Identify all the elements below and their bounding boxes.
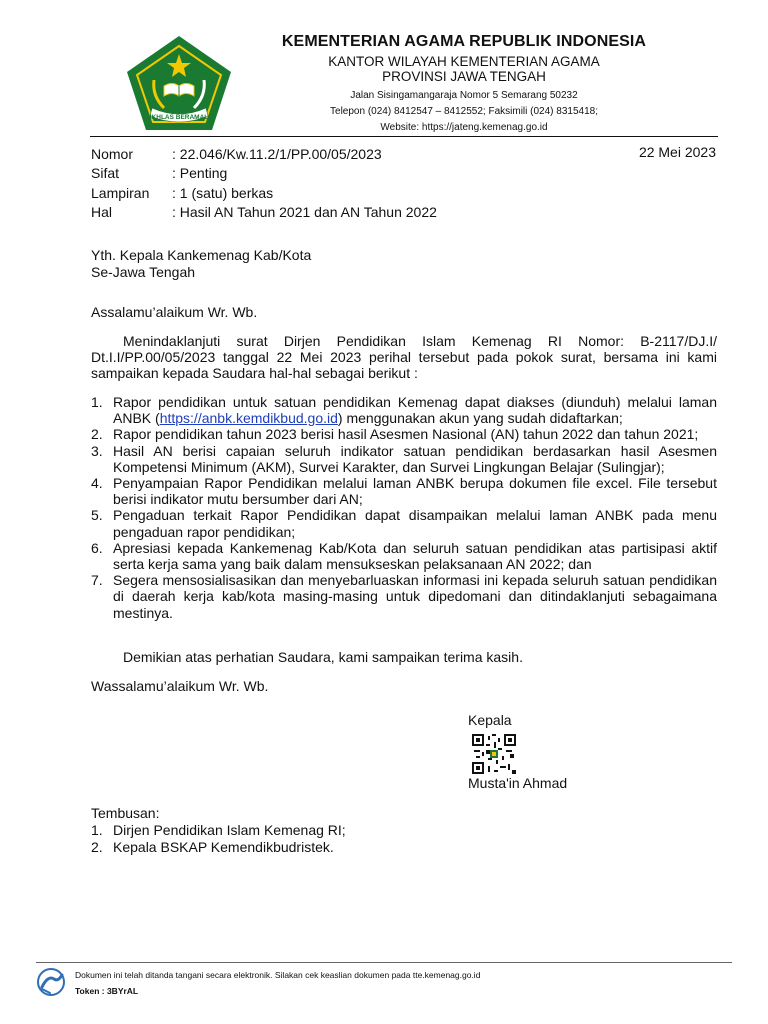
meta-value: : Penting — [172, 165, 228, 182]
list-item — [91, 507, 717, 539]
meta-value: : 22.046/Kw.11.2/1/PP.00/05/2023 — [172, 146, 382, 162]
item-number: 3. — [91, 442, 103, 459]
item-text: Segera mensosialisasikan dan menyebarluaskan informasi ini kepada seluruh satuan pendidikan di daerah kerja kab/kota masing-masing untuk dipedomani dan ditindaklanjuti sebagaimana mestinya. — [113, 572, 717, 621]
intro-first-line: Menindaklanjuti surat Dirjen Pendidikan Islam Kemenag RI Nomor: B-2117/DJ.I/ — [123, 333, 717, 349]
tembusan-number: 2. — [91, 839, 103, 855]
province-name: PROVINSI JAWA TENGAH — [382, 69, 546, 84]
list-item — [91, 426, 717, 442]
meta-row-lampiran — [91, 184, 437, 203]
meta-row-sifat — [91, 164, 437, 183]
list-item — [91, 443, 717, 475]
greeting: Assalamu’alaikum Wr. Wb. — [91, 304, 258, 320]
contact-block — [258, 88, 670, 136]
list-item — [91, 475, 717, 507]
list-item — [91, 394, 717, 426]
item-number: 5. — [91, 507, 103, 524]
item-text: Rapor pendidikan tahun 2023 berisi hasil Asesmen Nasional (AN) tahun 2022 dan tahun 2021; — [113, 426, 699, 443]
item-number: 7. — [91, 572, 103, 589]
anbk-link[interactable]: https://anbk.kemdikbud.go.id — [159, 410, 338, 427]
recipient — [91, 247, 311, 281]
e-signature-icon — [36, 967, 66, 997]
item-text-post: ) menggunakan akun yang sudah didaftarkan; — [337, 410, 623, 427]
tembusan-item — [91, 822, 346, 839]
list-item — [91, 572, 717, 621]
ministry-logo — [124, 34, 234, 132]
recipient-line: Yth. Kepala Kankemenag Kab/Kota — [91, 247, 312, 263]
signatory-name: Musta'in Ahmad — [468, 775, 568, 791]
meta-row-nomor — [91, 145, 437, 164]
tembusan-item — [91, 839, 346, 856]
closing-text: Demikian atas perhatian Saudara, kami sampaikan terima kasih. — [123, 649, 523, 665]
office-website: Website: https://jateng.kemenag.go.id — [380, 122, 548, 133]
item-text — [113, 394, 717, 426]
qr-code[interactable] — [472, 734, 516, 774]
office-name: KANTOR WILAYAH KEMENTERIAN AGAMA — [328, 54, 600, 69]
intro-rest: Dt.I.I/PP.00/05/2023 tanggal 22 Mei 2023 perihal tersebut pada pokok surat, bersama ini kami sampaikan kepada Saudara hal-hal sebagai berikut : — [91, 349, 717, 382]
logo-motto: IKHLAS BERAMAL — [149, 114, 209, 121]
footer-token: Token : 3BYrAL — [75, 986, 139, 996]
office-phone: Telepon (024) 8412547 – 8412552; Faksimili (024) 8315418; — [330, 106, 598, 117]
item-text: Apresiasi kepada Kankemenag Kab/Kota dan seluruh satuan pendidikan atas partisipasi aktif serta kerja sama yang baik dalam mensukseskan pelaksanaan AN 2022; dan — [113, 539, 717, 573]
letterhead-divider — [90, 136, 718, 137]
ministry-name: KEMENTERIAN AGAMA REPUBLIK INDONESIA — [281, 33, 647, 50]
footer-divider — [36, 962, 732, 963]
item-text: Pengaduan terkait Rapor Pendidikan dapat disampaikan melalui laman ANBK pada menu pengaduan rapor pendidikan; — [113, 507, 717, 540]
meta-value: : 1 (satu) berkas — [172, 184, 274, 201]
points-list — [91, 394, 717, 621]
item-number: 1. — [91, 394, 103, 410]
list-item — [91, 540, 717, 572]
meta-label: Hal — [91, 203, 113, 220]
closing-greeting: Wassalamu’alaikum Wr. Wb. — [91, 678, 269, 694]
item-number: 4. — [91, 475, 103, 492]
tembusan-number: 1. — [91, 822, 103, 838]
meta-value: : Hasil AN Tahun 2021 dan AN Tahun 2022 — [172, 203, 437, 220]
meta-row-hal — [91, 203, 437, 222]
recipient-line: Se-Jawa Tengah — [91, 264, 196, 280]
tembusan-text: Kepala BSKAP Kemendikbudristek. — [113, 839, 334, 855]
item-text: Penyampaian Rapor Pendidikan melalui laman ANBK berupa dokumen file excel. File tersebut berisi indikator mutu bersumber dari AN; — [113, 475, 717, 508]
item-number: 2. — [91, 426, 103, 443]
signature-title: Kepala — [468, 712, 512, 728]
meta-label: Nomor — [91, 146, 134, 162]
tembusan — [91, 805, 346, 856]
item-text-pre: Rapor pendidikan untuk satuan pendidikan Kemenag dapat diakses (diunduh) melalui laman ANBK ( — [113, 394, 717, 427]
item-text: Hasil AN berisi capaian seluruh indikator satuan pendidikan berdasarkan hasil Asesmen Kompetensi Minimum (AKM), Survei Karakter, dan Survei Lingkungan Belajar (Sulingjar); — [113, 442, 717, 475]
letter-date: 22 Mei 2023 — [638, 144, 716, 160]
intro-paragraph — [91, 333, 717, 382]
meta-label: Sifat — [91, 165, 120, 182]
letter-meta — [91, 145, 437, 222]
footer-note: Dokumen ini telah ditanda tangani secara elektronik. Silakan cek keaslian dokumen pada tte.kemenag.go.id — [75, 970, 481, 980]
office-address: Jalan Sisingamangaraja Nomor 5 Semarang 50232 — [350, 90, 578, 101]
tembusan-text: Dirjen Pendidikan Islam Kemenag RI; — [113, 822, 346, 838]
item-number: 6. — [91, 539, 103, 556]
meta-label: Lampiran — [91, 184, 150, 201]
tembusan-heading: Tembusan: — [91, 805, 160, 821]
